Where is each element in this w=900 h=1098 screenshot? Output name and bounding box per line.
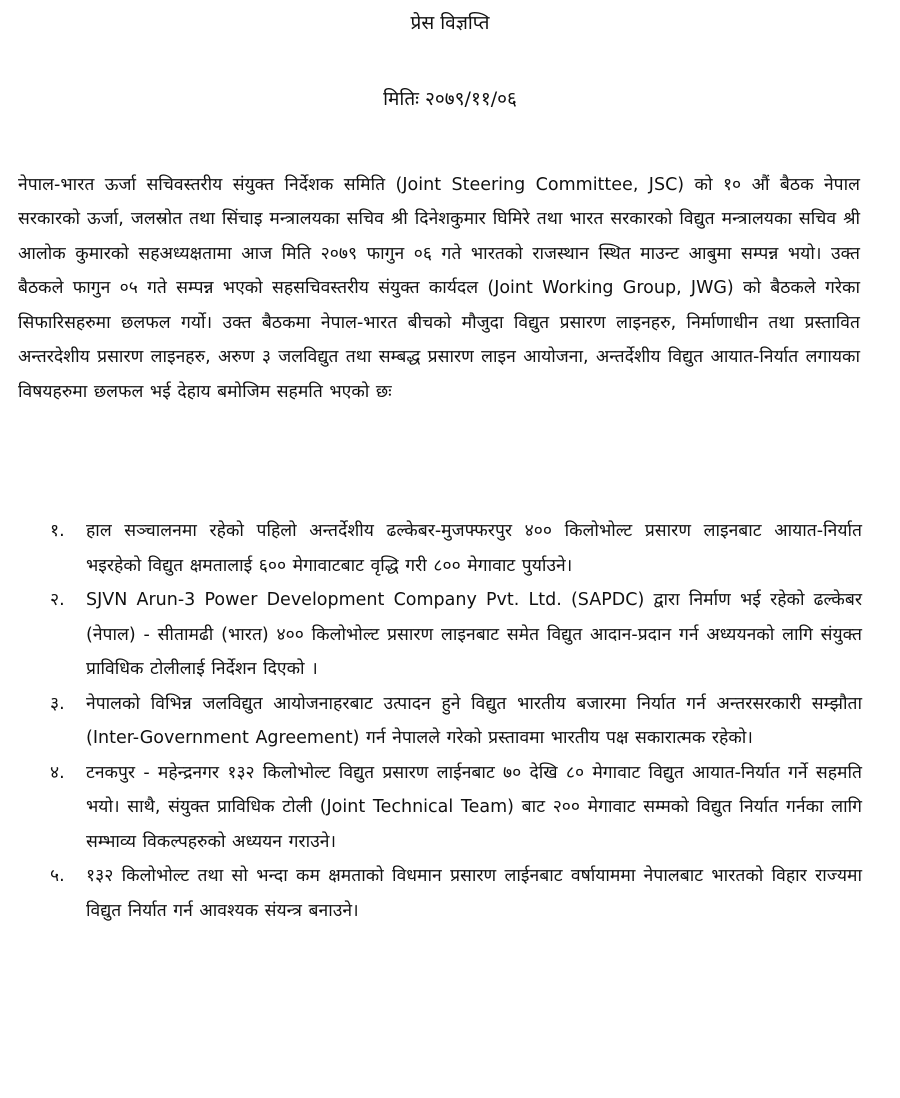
list-item — [50, 859, 862, 928]
list-item-text: हाल सञ्चालनमा रहेको पहिलो अन्तर्देशीय ढल्केबर-मुजफ्फरपुर ४०० किलोभोल्ट प्रसारण लाइनबाट आयात-निर्यात भइरहेको विद्युत क्षमतालाई ६०० मेगावाटबाट वृद्धि गरी ८०० मेगावाट पुर्याउने। — [86, 521, 862, 576]
agreement-list — [50, 514, 862, 928]
list-item-text: १३२ किलोभोल्ट तथा सो भन्दा कम क्षमताको विधमान प्रसारण लाईनबाट वर्षायाममा नेपालबाट भारतको विहार राज्यमा विद्युत निर्यात गर्न आवश्यक संयन्त्र बनाउने। — [86, 866, 862, 921]
list-item — [50, 514, 862, 583]
intro-paragraph: नेपाल-भारत ऊर्जा सचिवस्तरीय संयुक्त निर्देशक समिति (Joint Steering Committee, JSC) को १० औं बैठक नेपाल सरकारको ऊर्जा, जलस्रोत तथा सिंचाइ मन्त्रालयका सचिव श्री दिनेशकुमार घिमिरे तथा भारत सरकारको विद्युत मन्त्रालयका सचिव श्री आलोक कुमारको सहअध्यक्षतामा आज मिति २०७९ फागुन ०६ गते भारतको राजस्थान स्थित माउन्ट आबुमा सम्पन्न भयो। उक्त बैठकले फागुन ०५ गते सम्पन्न भएको सहसचिवस्तरीय संयुक्त कार्यदल (Joint Working Group, JWG) को बैठकले गरेका सिफारिसहरुमा छलफल गर्यो। उक्त बैठकमा नेपाल-भारत बीचको मौजुदा विद्युत प्रसारण लाइनहरु, निर्माणाधीन तथा प्रस्तावित अन्तरदेशीय प्रसारण लाइनहरु, अरुण ३ जलविद्युत तथा सम्बद्ध प्रसारण लाइन आयोजना, अन्तर्देशीय विद्युत आयात-निर्यात लगायका विषयहरुमा छलफल भई देहाय बमोजिम सहमति भएको छः — [18, 174, 860, 402]
list-item-text: SJVN Arun-3 Power Development Company Pvt. Ltd. (SAPDC) द्वारा निर्माण भई रहेको ढल्केबर (नेपाल) - सीतामढी (भारत) ४०० किलोभोल्ट प्रसारण लाइनबाट समेत विद्युत आदान-प्रदान गर्न अध्ययनको लागि संयुक्त प्राविधिक टोलीलाई निर्देशन दिएको । — [86, 590, 862, 679]
list-item-text: नेपालको विभिन्न जलविद्युत आयोजनाहरबाट उत्पादन हुने विद्युत भारतीय बजारमा निर्यात गर्न अन्तरसरकारी सम्झौता (Inter-Government Agreement) गर्न नेपालले गरेको प्रस्तावमा भारतीय पक्ष सकारात्मक रहेको। — [86, 693, 862, 748]
list-item-number: १. — [50, 521, 65, 541]
list-item-number: ५. — [50, 866, 65, 886]
list-item — [50, 756, 862, 860]
list-item-number: ४. — [50, 762, 65, 783]
list-item-text: टनकपुर - महेन्द्रनगर १३२ किलोभोल्ट विद्युत प्रसारण लाईनबाट ७० देखि ८० मेगावाट विद्युत आयात-निर्यात गर्ने सहमति भयो। साथै, संयुक्त प्राविधिक टोली (Joint Technical Team) बाट २०० मेगावाट सम्मको विद्युत निर्यात गर्नका लागि सम्भाव्य विकल्पहरुको अध्ययन गराउने। — [86, 762, 862, 852]
list-item — [50, 583, 862, 687]
document-date: मितिः २०७९/११/०६ — [383, 88, 517, 110]
document-title: प्रेस विज्ञप्ति — [410, 12, 490, 34]
list-item-number: ३. — [50, 693, 65, 714]
list-item-number: २. — [50, 590, 65, 610]
list-item — [50, 687, 862, 756]
